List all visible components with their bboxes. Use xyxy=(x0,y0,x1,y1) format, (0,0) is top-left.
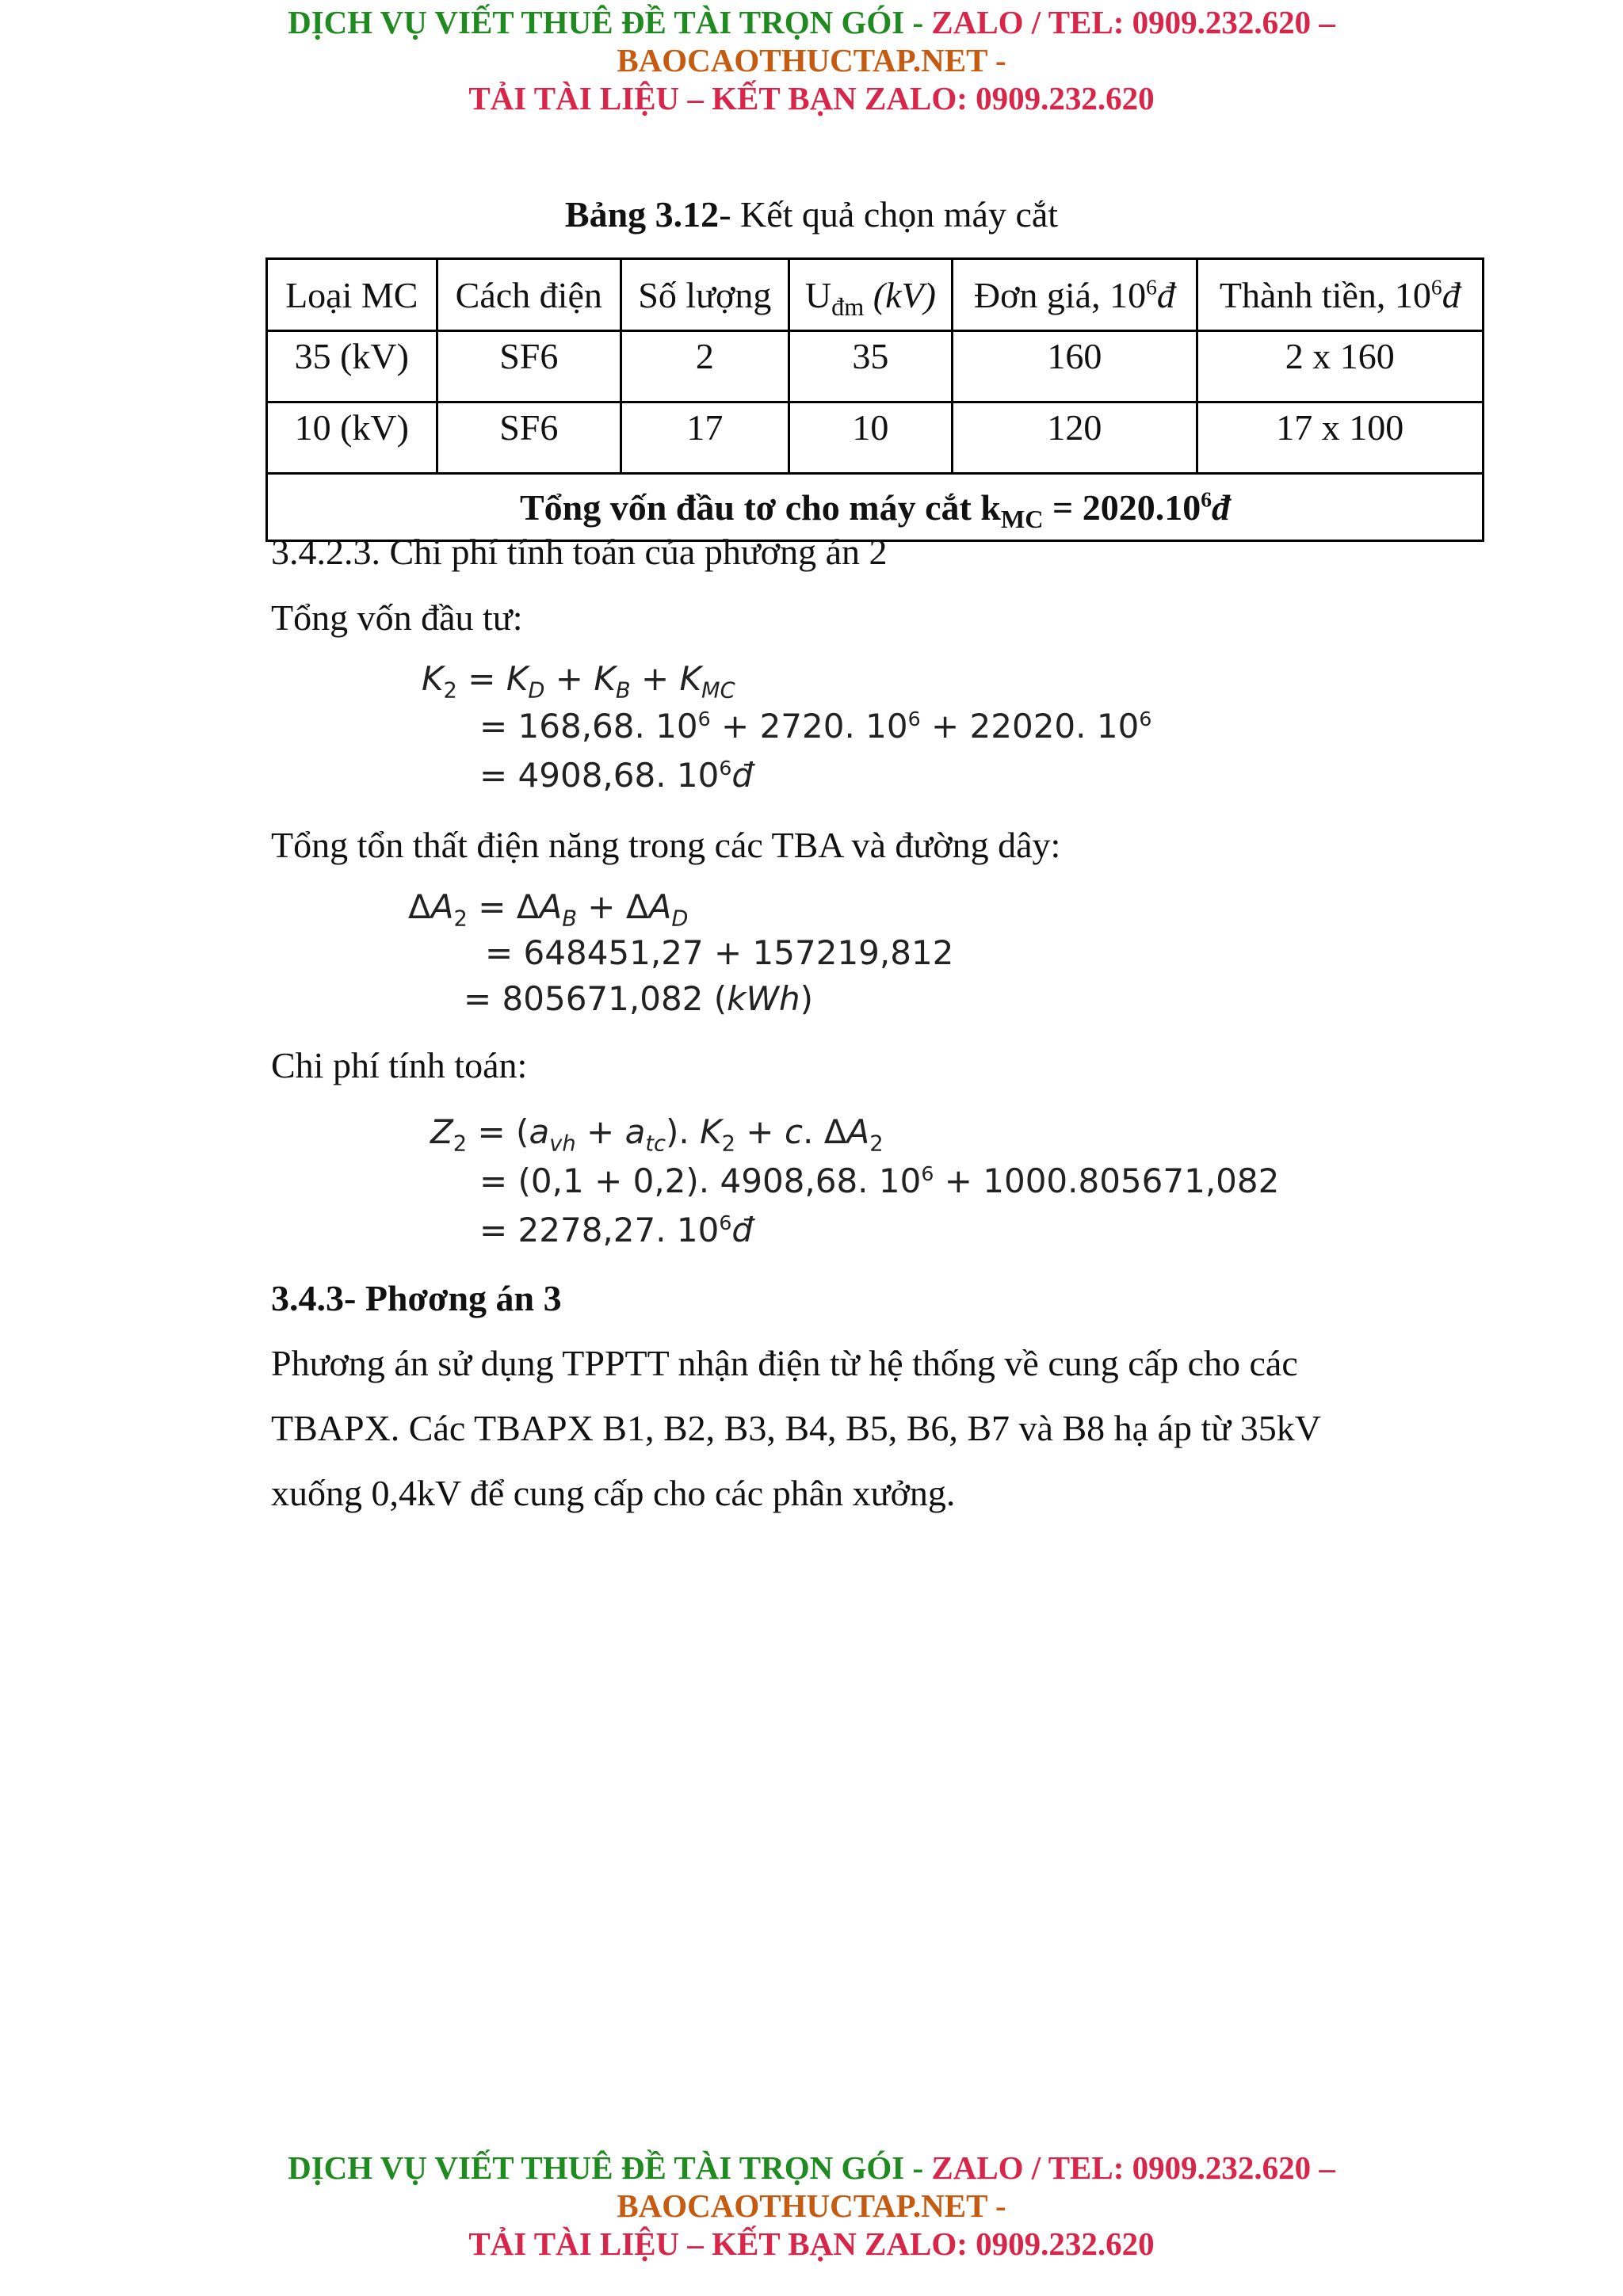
banner-phone-text: ZALO / TEL: 0909.232.620 – xyxy=(931,2149,1335,2186)
formula-a2-line3: = 805671,082 (kWh) xyxy=(464,979,813,1018)
table-row xyxy=(267,331,1484,402)
banner-service-text: DỊCH VỤ VIẾT THUÊ ĐỀ TÀI TRỌN GÓI - xyxy=(288,2149,932,2186)
banner-phone-text: ZALO / TEL: 0909.232.620 – xyxy=(931,4,1335,40)
section-heading-3423: 3.4.2.3. Chi phí tính toán của phương án 2 xyxy=(271,532,888,572)
cell-price: 160 xyxy=(953,331,1197,402)
paragraph-line: Phương án sử dụng TPPTT nhận điện từ hệ thống về cung cấp cho các xyxy=(271,1343,1298,1383)
col-header-rated-voltage: $U_{đm}$ (kV) xyxy=(789,259,953,331)
banner-website-text: BAOCAOTHUCTAP.NET - xyxy=(617,42,1006,78)
col-header-insulation: Cách điện xyxy=(437,259,621,331)
table-caption-title: - Kết quả chọn máy cắt xyxy=(719,194,1059,235)
formula-a2-line1: $\Delta A_2 = \Delta A_B + \Delta A_D$ xyxy=(408,887,689,932)
section-heading-343: 3.4.3- Phơơng án 3 xyxy=(271,1278,562,1318)
table-row xyxy=(267,402,1484,474)
banner-website-text: BAOCAOTHUCTAP.NET - xyxy=(617,2187,1006,2224)
paragraph-line: xuống 0,4kV để cung cấp cho các phân xưởng. xyxy=(271,1473,956,1513)
table-caption xyxy=(0,193,1623,235)
header-banner xyxy=(0,3,1623,117)
banner-zalo-text: TẢI TÀI LIỆU – KẾT BẠN ZALO: 0909.232.620 xyxy=(468,80,1155,116)
footer-banner xyxy=(0,2149,1623,2263)
formula-z2-line2: = (0,1 + 0,2). 4908,68. $10^6 + 1000.805671,082$ xyxy=(479,1161,1280,1200)
formula-z2-line1: $Z_2 = (a_{vh} + a_{tc})$. $K_2 + c$. $\Delta A_2$ xyxy=(430,1112,884,1157)
cell-quantity: 17 xyxy=(621,402,789,474)
col-header-type: Loại MC xyxy=(267,259,437,331)
circuit-breaker-table xyxy=(265,257,1484,542)
cell-insulation: SF6 xyxy=(437,331,621,402)
table-caption-number: Bảng 3.12 xyxy=(564,194,720,235)
col-header-unit-price: Đơn giá, $10^6đ$ xyxy=(953,259,1197,331)
formula-z2-line3: = 2278,27. $10^6đ$ xyxy=(479,1211,754,1249)
banner-service-text: DỊCH VỤ VIẾT THUÊ ĐỀ TÀI TRỌN GÓI - xyxy=(288,4,932,40)
formula-k2-line1: $K_2 = K_D + K_B + K_{MC}$ xyxy=(422,659,735,704)
cell-price: 120 xyxy=(953,402,1197,474)
cell-total: 2 x 160 xyxy=(1197,331,1483,402)
formula-k2-line3: = 4908,68. $10^6đ$ xyxy=(479,756,754,795)
col-header-amount: Thành tiền, $10^6đ$ xyxy=(1197,259,1483,331)
cell-voltage: 35 xyxy=(789,331,953,402)
cell-insulation: SF6 xyxy=(437,402,621,474)
col-header-quantity: Số lượng xyxy=(621,259,789,331)
cell-voltage: 10 xyxy=(789,402,953,474)
cell-total: 17 x 100 xyxy=(1197,402,1483,474)
total-investment-cell: Tổng vốn đầu tơ cho máy cắt $k_{MC}$ = $2020.10^6đ$ xyxy=(267,474,1484,541)
banner-zalo-text: TẢI TÀI LIỆU – KẾT BẠN ZALO: 0909.232.620 xyxy=(468,2225,1155,2262)
calc-cost-label: Chi phí tính toán: xyxy=(271,1045,528,1085)
total-investment-label: Tổng vốn đầu tư: xyxy=(271,597,523,638)
paragraph-line: TBAPX. Các TBAPX B1, B2, B3, B4, B5, B6, B7 và B8 hạ áp từ 35kV xyxy=(271,1408,1321,1448)
table-header-row xyxy=(267,259,1484,331)
energy-loss-label: Tổng tổn thất điện năng trong các TBA và đường dây: xyxy=(271,825,1061,865)
cell-quantity: 2 xyxy=(621,331,789,402)
formula-a2-line2: = 648451,27 + 157219,812 xyxy=(485,933,954,972)
cell-type: 35 (kV) xyxy=(267,331,437,402)
formula-k2-line2: = 168,68. $10^6 + 2720$. $10^6 + 22020$. $10^6$ xyxy=(479,707,1152,746)
cell-type: 10 (kV) xyxy=(267,402,437,474)
